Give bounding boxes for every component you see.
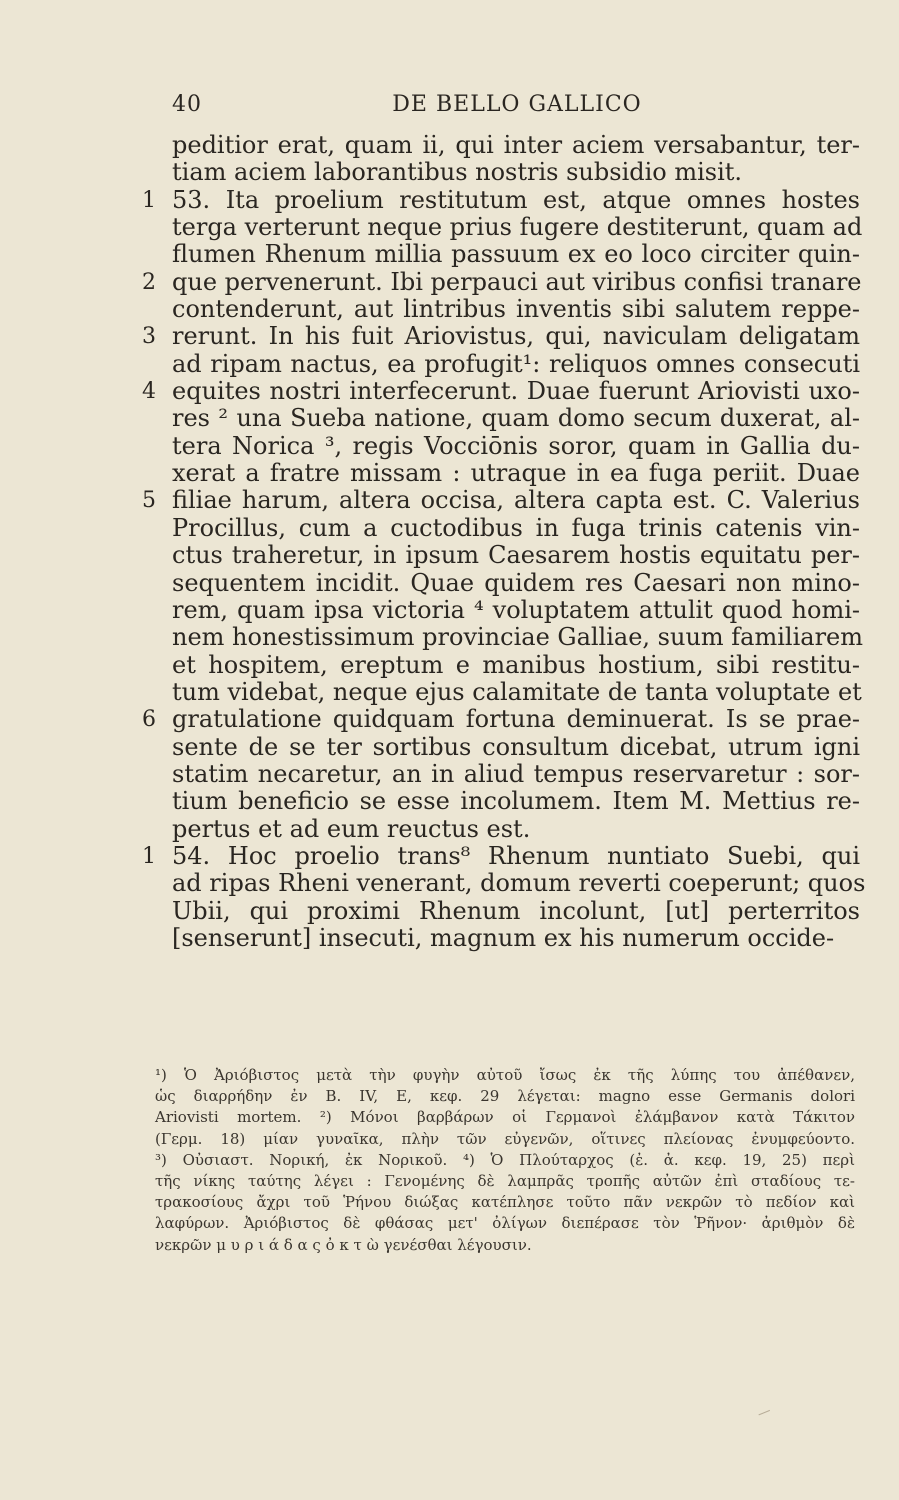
margin-sentence-number: 1 [142, 843, 156, 869]
text-line [172, 351, 860, 378]
line-text: res ² una Sueba natione, quam domo secum duxerat, al- [172, 404, 860, 433]
line-text: contenderunt, aut lintribus inventis sibi salutem reppe- [172, 295, 860, 324]
text-line [172, 515, 860, 542]
text-line [172, 734, 860, 761]
line-text: pertus et ad eum reuctus est. [172, 814, 531, 843]
text-line [172, 679, 860, 706]
line-text: ctus traheretur, in ipsum Caesarem hostis equitatu per- [172, 541, 860, 570]
text-line [172, 296, 860, 323]
text-line [172, 159, 860, 186]
text-line [142, 267, 862, 296]
line-text: terga verterunt neque prius fugere destiterunt, quam ad [172, 213, 863, 242]
text-line [142, 377, 860, 406]
running-title: DE BELLO GALLICO [392, 92, 642, 117]
main-text [142, 131, 866, 952]
text-line [172, 405, 860, 432]
footnote-line: Ariovisti mortem. ²) Μόνοι βαρβάρων οἱ Γερμανοὶ ἐλάμβανον κατὰ Τάκιτον [155, 1108, 855, 1127]
text-line [172, 788, 860, 815]
footnote-line: ³) Οὐσιαστ. Νορική, ἐκ Νορικοῦ. ⁴) Ὁ Πλούταρχος (ἐ. ἀ. κεφ. 19, 25) περὶ [155, 1150, 855, 1169]
line-text: equites nostri interfecerunt. Duae fuerunt Ariovisti uxo- [172, 377, 860, 406]
margin-sentence-number: 3 [142, 324, 156, 350]
line-text: rem, quam ipsa victoria ⁴ voluptatem attulit quod homi- [172, 595, 860, 624]
text-line [172, 816, 860, 843]
margin-sentence-number: 4 [142, 379, 156, 405]
text-line [142, 185, 860, 214]
line-text: nem honestissimum provinciae Galliae, suum familiarem [172, 623, 864, 652]
text-line [172, 542, 860, 569]
line-text: et hospitem, ereptum e manibus hostium, sibi restitu- [172, 650, 860, 679]
line-text: sente de se ter sortibus consultum dicebat, utrum igni [172, 732, 860, 761]
text-line [172, 460, 860, 487]
text-line [172, 623, 864, 652]
line-text: tium beneficio se esse incolumem. Item M. Mettius re- [172, 787, 860, 816]
footnote-line: τρακοσίους ἄχρι τοῦ Ῥήνου διώξας κατέπλησε τοῦτο πᾶν νεκρῶν τὸ πεδίον καὶ [155, 1193, 855, 1212]
footnote-line: νεκρῶν μ υ ρ ι ά δ α ς ὀ κ τ ὼ γενέσθαι λέγουσιν. [155, 1235, 532, 1254]
text-line [142, 841, 860, 870]
line-text: statim necaretur, an in aliud tempus reservaretur : sor- [172, 759, 860, 788]
text-line [172, 761, 860, 788]
footnote-line: ὡς διαρρήδην ἐν Β. IV, E, κεφ. 29 λέγεται: magno esse Germanis dolori [155, 1087, 855, 1106]
text-line [172, 132, 860, 159]
footnotes [155, 1065, 855, 1256]
text-line [172, 652, 860, 679]
margin-sentence-number: 2 [142, 269, 156, 295]
line-text: ad ripam nactus, ea profugit¹: reliquos omnes consecuti [172, 349, 860, 378]
text-line [142, 486, 860, 515]
text-line [172, 869, 866, 898]
line-text: 54. Hoc proelio trans⁸ Rhenum nuntiato Suebi, qui [172, 841, 860, 870]
text-line [172, 898, 860, 925]
text-line [172, 925, 860, 952]
margin-sentence-number: 6 [142, 707, 156, 733]
line-text: rerunt. In his fuit Ariovistus, qui, naviculam deligatam [172, 322, 860, 351]
line-text: 53. Ita proelium restitutum est, atque omnes hostes [172, 185, 860, 214]
footnote-line: ¹) Ὁ Ἀριόβιστος μετὰ τὴν φυγὴν αὐτοῦ ἴσως ἐκ τῆς λύπης του ἀπέθανεν, [155, 1066, 855, 1084]
footnote-line: λαφύρων. Ἀριόβιστος δὲ φθάσας μετ' ὀλίγων διεπέρασε τὸν Ῥῆνον· ἀριθμὸν δὲ [155, 1214, 855, 1233]
line-text: ad ripas Rheni venerant, domum reverti coeperunt; quos [172, 869, 866, 898]
line-text: tiam aciem laborantibus nostris subsidio misit. [172, 158, 743, 187]
line-text: sequentem incidit. Quae quidem res Caesari non mino- [172, 568, 860, 597]
page-number: 40 [172, 92, 202, 117]
footnote-line: τῆς νίκης ταύτης λέγει : Γενομένης δὲ λαμπρᾶς τροπῆς αὐτῶν ἐπὶ σταδίους τε- [155, 1171, 855, 1190]
text-line [172, 241, 860, 268]
paper-mark [759, 1410, 772, 1419]
line-text: xerat a fratre missam : utraque in ea fuga periit. Duae [172, 459, 860, 488]
line-text: [senserunt] insecuti, magnum ex his numerum occide- [172, 923, 835, 952]
text-line [172, 570, 860, 597]
text-line [172, 597, 860, 624]
line-text: tera Norica ³, regis Vocciōnis soror, quam in Gallia du- [172, 431, 860, 460]
margin-sentence-number: 1 [142, 187, 156, 213]
line-text: Ubii, qui proximi Rhenum incolunt, [ut] perterritos [172, 896, 860, 925]
line-text: peditior erat, quam ii, qui inter aciem versabantur, ter- [172, 131, 860, 159]
text-line [142, 705, 860, 734]
line-text: tum videbat, neque ejus calamitate de tanta voluptate et [172, 677, 862, 706]
footnote-line: (Γερμ. 18) μίαν γυναῖκα, πλὴν τῶν εὐγενῶν, οἵτινες πλείονας ἐνυμφεύοντο. [155, 1129, 855, 1148]
line-text: gratulatione quidquam fortuna deminuerat. Is se prae- [172, 705, 860, 734]
running-header [172, 92, 862, 122]
line-text: flumen Rhenum millia passuum ex eo loco circiter quin- [172, 240, 860, 269]
line-text: que pervenerunt. Ibi perpauci aut viribus confisi tranare [172, 267, 862, 296]
text-line [172, 433, 860, 460]
line-text: Procillus, cum a cuctodibus in fuga trinis catenis vin- [172, 513, 860, 542]
margin-sentence-number: 5 [142, 488, 156, 514]
line-text: filiae harum, altera occisa, altera capta est. C. Valerius [172, 486, 860, 515]
text-line [142, 322, 860, 351]
text-line [172, 213, 863, 242]
